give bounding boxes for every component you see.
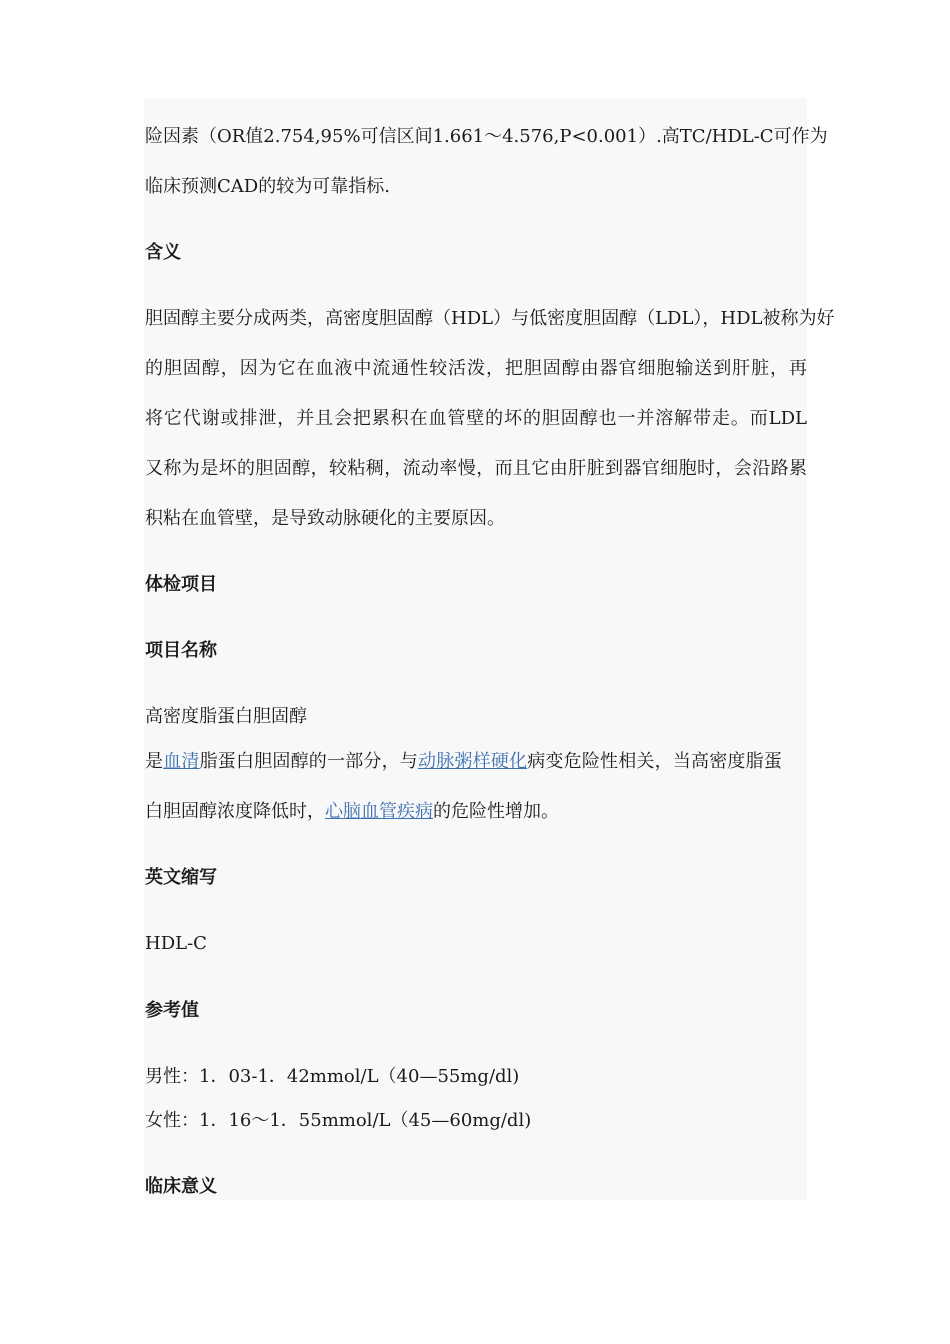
abbr-value: HDL-C	[145, 933, 207, 954]
exam-description-line-1	[145, 750, 807, 774]
exam-description-line-2	[145, 800, 559, 824]
link-cardio-cerebrovascular-disease[interactable]: 心脑血管疾病	[325, 801, 433, 822]
reference-heading: 参考值	[145, 1000, 199, 1021]
meaning-line-3: 将它代谢或排泄，并且会把累积在血管壁的坏的胆固醇也一并溶解带走。而LDL	[145, 408, 807, 429]
meaning-line-1: 胆固醇主要分成两类，高密度胆固醇（HDL）与低密度胆固醇（LDL），HDL被称为好	[145, 308, 835, 329]
exam-name-heading: 项目名称	[145, 640, 217, 661]
desc-text: 病变危险性相关，当高密度脂蛋	[527, 751, 783, 772]
abbr-heading: 英文缩写	[145, 867, 217, 888]
link-serum[interactable]: 血清	[163, 751, 200, 772]
exam-name: 高密度脂蛋白胆固醇	[145, 706, 307, 727]
reference-male: 男性：1．03-1．42mmol/L（40—55mg/dl)	[145, 1066, 520, 1087]
meaning-line-4: 又称为是坏的胆固醇，较粘稠，流动率慢，而且它由肝脏到器官细胞时，会沿路累	[145, 458, 807, 479]
meaning-line-2: 的胆固醇，因为它在血液中流通性较活泼，把胆固醇由器官细胞输送到肝脏，再	[145, 358, 807, 379]
reference-female: 女性：1．16～1．55mmol/L（45—60mg/dl)	[145, 1110, 532, 1131]
desc-text: 的危险性增加。	[433, 801, 559, 822]
desc-text: 脂蛋白胆固醇的一部分，与	[199, 751, 419, 772]
desc-text: 白胆固醇浓度降低时，	[145, 801, 325, 822]
intro-line-2: 临床预测CAD的较为可靠指标.	[145, 176, 390, 197]
desc-text: 是	[145, 751, 164, 772]
intro-line-1: 险因素（OR值2.754,95%可信区间1.661～4.576,P<0.001）.高TC/HDL-C可作为	[145, 126, 828, 147]
link-atherosclerosis[interactable]: 动脉粥样硬化	[418, 751, 528, 772]
clinical-heading: 临床意义	[145, 1176, 217, 1197]
meaning-heading: 含义	[145, 242, 181, 263]
exam-heading: 体检项目	[145, 574, 217, 595]
document-page	[144, 98, 835, 1200]
meaning-line-5: 积粘在血管壁，是导致动脉硬化的主要原因。	[145, 508, 505, 529]
